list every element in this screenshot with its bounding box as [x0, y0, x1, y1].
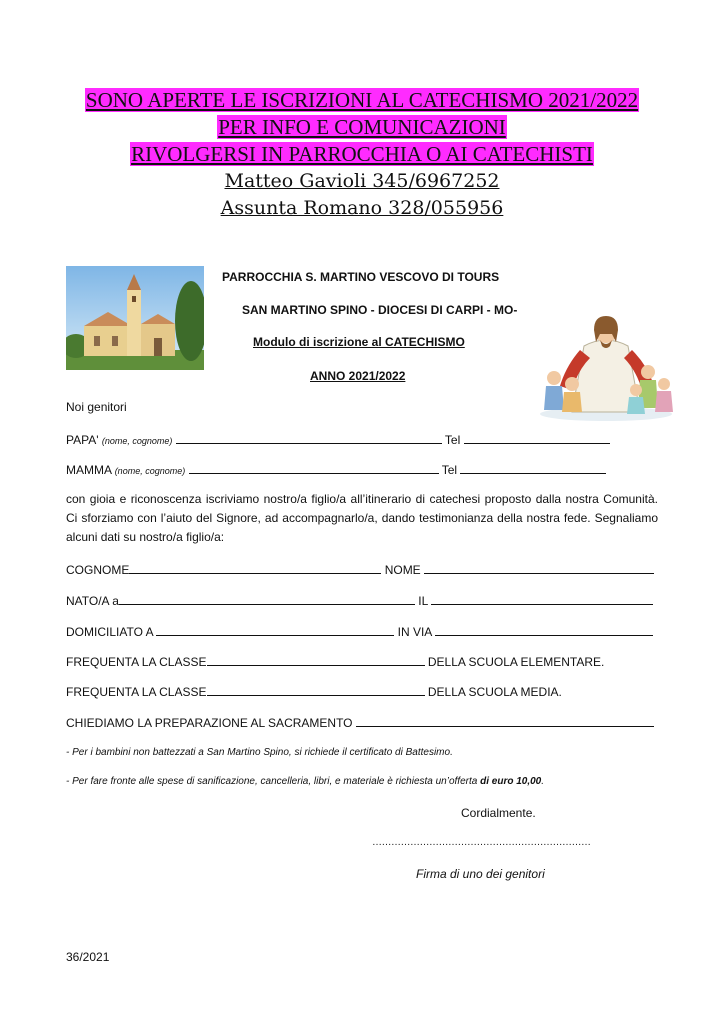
- sacramento-label: CHIEDIAMO LA PREPARAZIONE AL SACRAMENTO: [66, 716, 353, 730]
- nato-field[interactable]: [119, 593, 415, 605]
- note-offering-amount: di euro 10,00: [480, 776, 542, 787]
- sacramento-field[interactable]: [356, 715, 654, 727]
- domicilio-field[interactable]: [156, 624, 394, 636]
- papa-tel-field[interactable]: [464, 432, 610, 444]
- classe-elem-field[interactable]: [207, 654, 425, 666]
- il-field[interactable]: [431, 593, 653, 605]
- classe-media-row: [66, 684, 562, 699]
- papa-row: [66, 432, 610, 448]
- nato-label: NATO/A a: [66, 594, 119, 608]
- note-offering: [66, 775, 544, 788]
- papa-tel-label: Tel: [444, 433, 461, 447]
- note-offering-end: .: [541, 776, 545, 787]
- doc-number: 36/2021: [66, 950, 110, 964]
- nato-row: [66, 593, 653, 608]
- mamma-label: MAMMA: [66, 463, 112, 477]
- banner-line-3: RIVOLGERSI IN PARROCCHIA O AI CATECHISTI: [131, 142, 593, 166]
- sacramento-row: [66, 715, 654, 730]
- note-offering-text: - Per fare fronte alle spese di sanificazione, cancelleria, libri, e materiale è richiesta un’offerta: [66, 776, 478, 787]
- signature-line[interactable]: ……………………………………………………………: [372, 837, 591, 848]
- note-baptism: - Per i bambini non battezzati a San Martino Spino, si richiede il certificato di Battesimo.: [66, 747, 453, 758]
- mamma-hint: (nome, cognome): [114, 466, 186, 476]
- nome-label: NOME: [384, 563, 421, 577]
- cognome-label: COGNOME: [66, 563, 130, 577]
- signature-caption: Firma di uno dei genitori: [416, 867, 545, 881]
- form-title: Modulo di iscrizione al CATECHISMO: [253, 335, 465, 349]
- mamma-name-field[interactable]: [189, 462, 439, 474]
- cognome-field[interactable]: [129, 562, 381, 574]
- parish-name: PARROCCHIA S. MARTINO VESCOVO DI TOURS: [222, 270, 500, 284]
- contact-2: Assunta Romano 328/055956: [220, 197, 504, 219]
- scuola-elem-label: DELLA SCUOLA ELEMENTARE.: [427, 655, 605, 669]
- scuola-media-label: DELLA SCUOLA MEDIA.: [427, 685, 562, 699]
- church-photo: [66, 266, 204, 370]
- domicilio-label: DOMICILIATO A: [66, 625, 153, 639]
- via-field[interactable]: [435, 624, 653, 636]
- classe-elem-label: FREQUENTA LA CLASSE: [66, 655, 207, 669]
- intro-paragraph: con gioia e riconoscenza iscriviamo nostro/a figlio/a all’itinerario di catechesi proposto dalla nostra Comunità. Ci sforziamo con l’aiuto del Signore, ad accompagnarlo/a, dando testimonianza della nostra fede. Segnaliamo alcuni dati su nostro/a figlio/a:: [66, 492, 658, 544]
- mamma-tel-label: Tel: [441, 463, 458, 477]
- banner-line-1: SONO APERTE LE ISCRIZIONI AL CATECHISMO 2021/2022: [85, 88, 639, 112]
- mamma-row: [66, 462, 606, 478]
- intro-text: Noi genitori: [66, 400, 127, 414]
- contact-1: Matteo Gavioli 345/6967252: [224, 170, 500, 192]
- mamma-tel-field[interactable]: [460, 462, 606, 474]
- classe-media-field[interactable]: [207, 684, 425, 696]
- papa-hint: (nome, cognome): [101, 436, 173, 446]
- parish-location: SAN MARTINO SPINO - DIOCESI DI CARPI - MO-: [242, 303, 518, 317]
- banner-line-2: PER INFO E COMUNICAZIONI: [218, 115, 506, 139]
- classe-media-label: FREQUENTA LA CLASSE: [66, 685, 207, 699]
- classe-elem-row: [66, 654, 604, 669]
- greeting: Cordialmente.: [461, 806, 536, 820]
- cognome-row: [66, 562, 654, 577]
- papa-name-field[interactable]: [176, 432, 442, 444]
- il-label: IL: [418, 594, 428, 608]
- form-year: ANNO 2021/2022: [310, 369, 406, 383]
- via-label: IN VIA: [397, 625, 432, 639]
- jesus-children-illustration: [536, 306, 678, 422]
- nome-field[interactable]: [424, 562, 654, 574]
- papa-label: PAPA': [66, 433, 99, 447]
- domicilio-row: [66, 624, 653, 639]
